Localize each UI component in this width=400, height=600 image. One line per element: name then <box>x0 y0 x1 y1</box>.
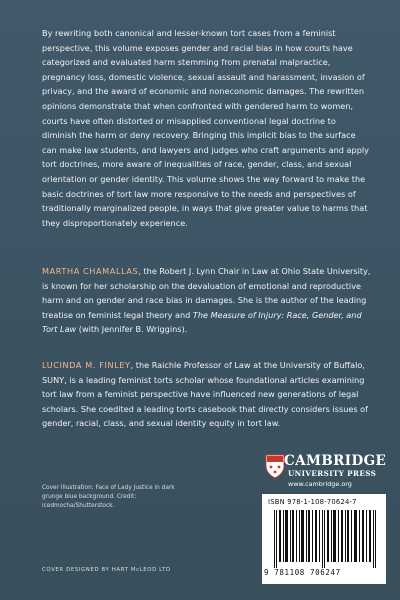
author-name: LUCINDA M. FINLEY <box>42 360 131 370</box>
book-title: The Measure of Injury: Race, Gender, and Tort Law <box>42 309 362 335</box>
barcode-bars <box>272 510 378 568</box>
cover-designer-credit: COVER DESIGNED BY HART McLEOD LTD <box>42 567 171 573</box>
author-name: MARTHA CHAMALLAS <box>42 266 139 276</box>
barcode-digits: 9 781108 706247 <box>264 568 341 577</box>
author-bio-text: , the Robert J. Lynn Chair in Law at Ohio State University, is known for her scholarship on the devaluation of emotional and reproductive harm and on gender and race bias in damages. She is the author of the leading treatise on feminist legal theory and <box>42 266 371 320</box>
author-bio-text: (with Jennifer B. Wriggins). <box>76 324 188 335</box>
author-bio-text: , the Raichle Professor of Law at the University of Buffalo, SUNY, is a leading feminist torts scholar whose foundational articles examining tort law from a feminist perspective have influenced new generations of legal scholars. She coedited a leading torts casebook that directly considers issues of gender, racial, class, and sexual identity equity in tort law. <box>42 360 368 429</box>
cambridge-shield-logo <box>264 453 286 479</box>
cover-illustration-credit: Cover Illustration: Face of Lady Justice in dark grunge blue background. Credit: icedmocha/Shutterstock. <box>42 485 175 509</box>
publisher-name: CAMBRIDGE <box>284 453 387 469</box>
blurb-paragraph: By rewriting both canonical and lesser-known tort cases from a feminist perspective, this volume exposes gender and racial bias in how courts have categorized and evaluated harm stemming from prenatal malpractice, pregnancy loss, domestic violence, sexual assault and harassment, invasion of privacy, and the award of economic and noneconomic damages. The rewritten opinions demonstrate that when confronted with gendered harm to women, courts have often distorted or misapplied conventional legal doctrine to diminish the harm or deny recovery. Bringing this implicit bias to the surface can make law students, and lawyers and judges who craft arguments and apply tort doctrines, more aware of inequalities of race, gender, class, and sexual orientation or gender identity. This volume shows the way forward to make the basic doctrines of tort law more responsive to the needs and perspectives of traditionally marginalized people, in ways that give greater value to harms that they disproportionately experience. <box>42 28 370 228</box>
isbn-number: ISBN 978-1-108-70624-7 <box>268 498 357 506</box>
isbn-barcode <box>262 494 386 584</box>
author-bio-finley <box>42 358 372 431</box>
publisher-subtitle: UNIVERSITY PRESS <box>288 469 377 478</box>
publisher-url: www.cambridge.org <box>288 480 352 488</box>
author-bio-chamallas <box>42 264 372 337</box>
